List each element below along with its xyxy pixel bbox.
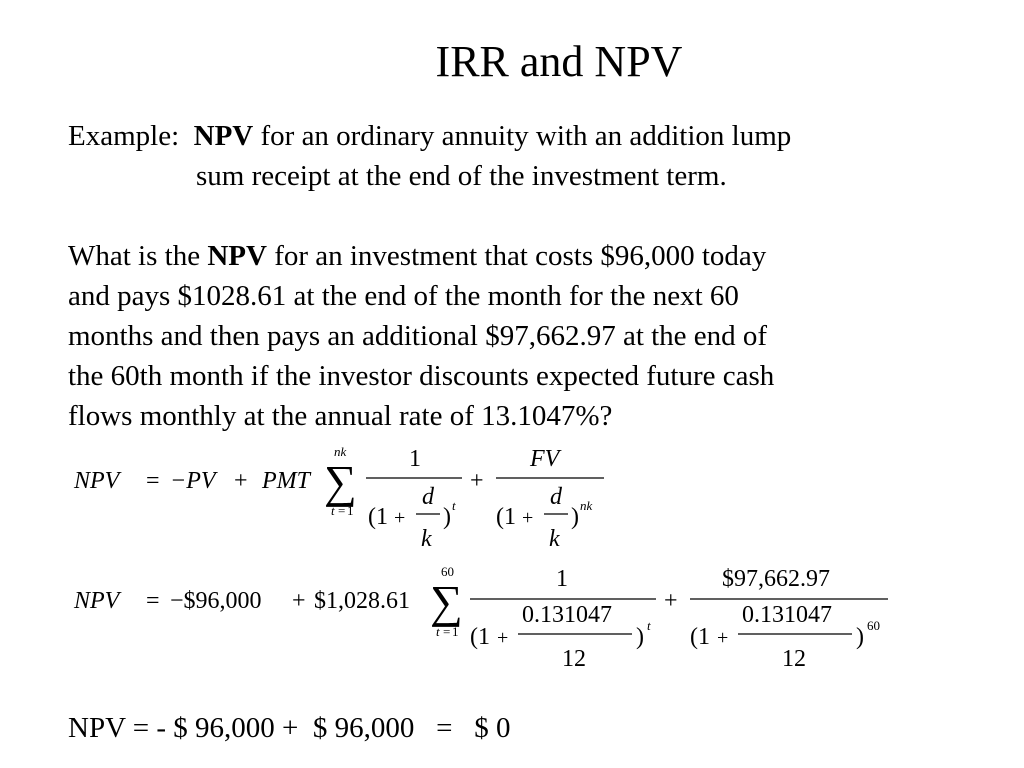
formula-numeric-exp-60: 60 bbox=[867, 618, 880, 633]
formula-general-upper-limit: nk bbox=[334, 444, 347, 459]
question-line-1-rest: for an investment that costs $96,000 today bbox=[274, 240, 767, 272]
question-line-3: months and then pays an additional $97,662.97 at the end of bbox=[68, 320, 768, 352]
formula-general-fv: FV bbox=[530, 446, 560, 472]
formula-numeric-lower-eq: = bbox=[443, 624, 451, 639]
formula-general-plus-mid: + bbox=[470, 468, 484, 494]
formula-numeric-lump-sum: $97,662.97 bbox=[722, 566, 830, 592]
formula-general-neg-pv: −PV bbox=[170, 468, 216, 494]
formula-numeric-lower-var: t bbox=[436, 624, 440, 639]
formula-numeric-close-2: ) bbox=[856, 624, 864, 650]
formula-general-exp-t: t bbox=[452, 498, 456, 513]
formula-general-open-1: (1 bbox=[368, 504, 388, 530]
question-prefix: What is the bbox=[68, 240, 201, 272]
slide-title: IRR and NPV bbox=[435, 37, 683, 86]
formula-general-numerator-1: 1 bbox=[409, 446, 421, 472]
formula-numeric-plus-small-2: + bbox=[717, 627, 729, 649]
formula-general-plus-small-2: + bbox=[522, 507, 534, 529]
formula-general-d-1: d bbox=[422, 484, 434, 510]
example-prefix: Example: bbox=[68, 120, 180, 152]
sum-symbol-icon: ∑ bbox=[324, 456, 357, 507]
formula-numeric-payment: $1,028.61 bbox=[314, 588, 410, 614]
formula-general-k-2: k bbox=[549, 526, 560, 552]
question-line-2: and pays $1028.61 at the end of the month for the next 60 bbox=[68, 280, 739, 312]
formula-general-lower-eq: = bbox=[338, 503, 346, 518]
formula-general-close-1: ) bbox=[443, 504, 451, 530]
formula-numeric-cost: −$96,000 bbox=[170, 588, 262, 614]
formula-general-pmt: PMT bbox=[262, 468, 310, 494]
formula-numeric-close-1: ) bbox=[636, 624, 644, 650]
formula-numeric-lower-val: 1 bbox=[452, 624, 459, 639]
formula-general-lower-var: t bbox=[331, 503, 335, 518]
question-line-5: flows monthly at the annual rate of 13.1047%? bbox=[68, 400, 613, 432]
formula-numeric-exp-t: t bbox=[647, 618, 651, 633]
formula-numeric-months-2: 12 bbox=[782, 646, 806, 672]
question-npv-bold: NPV bbox=[207, 240, 267, 272]
formula-numeric-rate-1: 0.131047 bbox=[522, 602, 612, 628]
formula-general-open-2: (1 bbox=[496, 504, 516, 530]
formula-numeric-equals: = bbox=[146, 588, 160, 614]
formula-numeric-open-2: (1 bbox=[690, 624, 710, 650]
formula-numeric-plus-mid: + bbox=[664, 588, 678, 614]
example-line-1-rest: for an ordinary annuity with an addition lump bbox=[260, 120, 792, 152]
formula-numeric-upper-limit: 60 bbox=[441, 564, 454, 579]
formula-general-equals: = bbox=[146, 468, 160, 494]
formula-general-k-1: k bbox=[421, 526, 432, 552]
formula-general-lower-val: 1 bbox=[347, 503, 354, 518]
sum-symbol-icon-2: ∑ bbox=[430, 576, 463, 627]
formula-numeric-numerator-1: 1 bbox=[556, 566, 568, 592]
example-npv-bold: NPV bbox=[193, 120, 254, 152]
formula-numeric-plus-1: + bbox=[292, 588, 306, 614]
formula-numeric-lhs: NPV bbox=[74, 588, 120, 614]
formula-numeric-plus-small-1: + bbox=[497, 627, 509, 649]
formula-general-exp-nk: nk bbox=[580, 498, 593, 513]
npv-result-line: NPV = - $ 96,000 + $ 96,000 = $ 0 bbox=[68, 712, 511, 744]
example-line-2: sum receipt at the end of the investment term. bbox=[196, 160, 727, 192]
formula-general-plus-small-1: + bbox=[394, 507, 406, 529]
formula-general-plus: + bbox=[234, 468, 248, 494]
formula-general-d-2: d bbox=[550, 484, 562, 510]
question-line-4: the 60th month if the investor discounts expected future cash bbox=[68, 360, 775, 392]
formula-numeric-months-1: 12 bbox=[562, 646, 586, 672]
formula-numeric-rate-2: 0.131047 bbox=[742, 602, 832, 628]
formula-general-lhs: NPV bbox=[74, 468, 120, 494]
formula-general-close-2: ) bbox=[571, 504, 579, 530]
formula-numeric-open-1: (1 bbox=[470, 624, 490, 650]
